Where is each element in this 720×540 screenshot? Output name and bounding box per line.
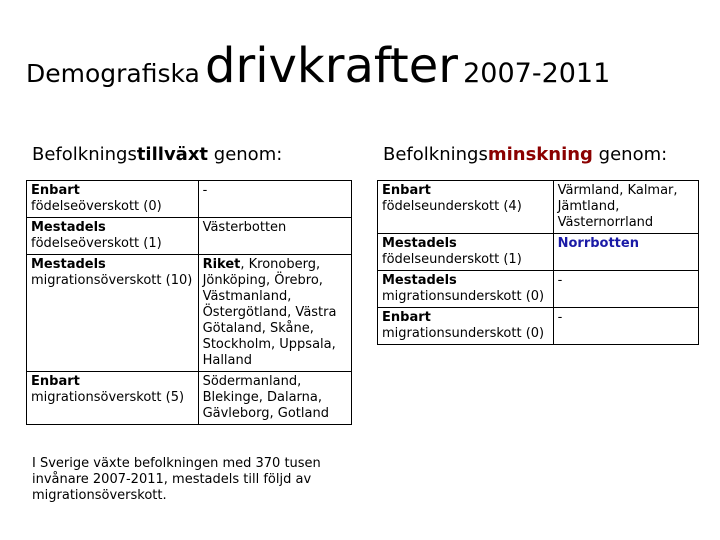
table-row: [378, 308, 699, 345]
table-row: [378, 181, 699, 234]
row-value: -: [198, 181, 351, 218]
row-value: Riket, Kronoberg, Jönköping, Örebro, Västmanland, Östergötland, Västra Götaland, Skåne, Stockholm, Uppsala, Halland: [198, 255, 351, 372]
row-label: Enbart födelseöverskott (0): [27, 181, 199, 218]
row-label: Enbart födelseunderskott (4): [378, 181, 554, 234]
row-label: Mestadels födelseöverskott (1): [27, 218, 199, 255]
row-value: Södermanland, Blekinge, Dalarna, Gävleborg, Gotland: [198, 372, 351, 425]
table-row: [27, 372, 352, 425]
table-row: [378, 234, 699, 271]
row-value: Norrbotten: [553, 234, 698, 271]
row-label: Enbart migrationsöverskott (5): [27, 372, 199, 425]
left-heading-pre: Befolknings: [32, 144, 137, 165]
right-heading-pre: Befolknings: [383, 144, 488, 165]
right-heading: [383, 144, 667, 165]
growth-table: [26, 180, 352, 425]
row-label: Enbart migrationsunderskott (0): [378, 308, 554, 345]
title-part-3: 2007-2011: [463, 58, 611, 89]
table-row: [27, 218, 352, 255]
table-row: [27, 181, 352, 218]
decline-table: [377, 180, 699, 345]
right-heading-bold: minskning: [487, 144, 593, 165]
title-part-1: Demografiska: [26, 59, 200, 88]
left-heading: [32, 144, 282, 165]
row-value: Värmland, Kalmar, Jämtland, Västernorrland: [553, 181, 698, 234]
row-label: Mestadels migrationsunderskott (0): [378, 271, 554, 308]
right-heading-post: genom:: [592, 144, 668, 165]
row-label: Mestadels födelseunderskott (1): [378, 234, 554, 271]
row-value: -: [553, 271, 698, 308]
row-label: Mestadels migrationsöverskott (10): [27, 255, 199, 372]
left-heading-post: genom:: [208, 144, 283, 165]
row-value: -: [553, 308, 698, 345]
left-heading-bold: tillväxt: [136, 144, 209, 165]
title-part-2: drivkrafter: [204, 38, 459, 94]
row-value: Västerbotten: [198, 218, 351, 255]
table-row: [27, 255, 352, 372]
page-title: [26, 38, 610, 94]
table-row: [378, 271, 699, 308]
footnote: I Sverige växte befolkningen med 370 tusen invånare 2007-2011, mestadels till följd av migrationsöverskott.: [32, 456, 321, 503]
